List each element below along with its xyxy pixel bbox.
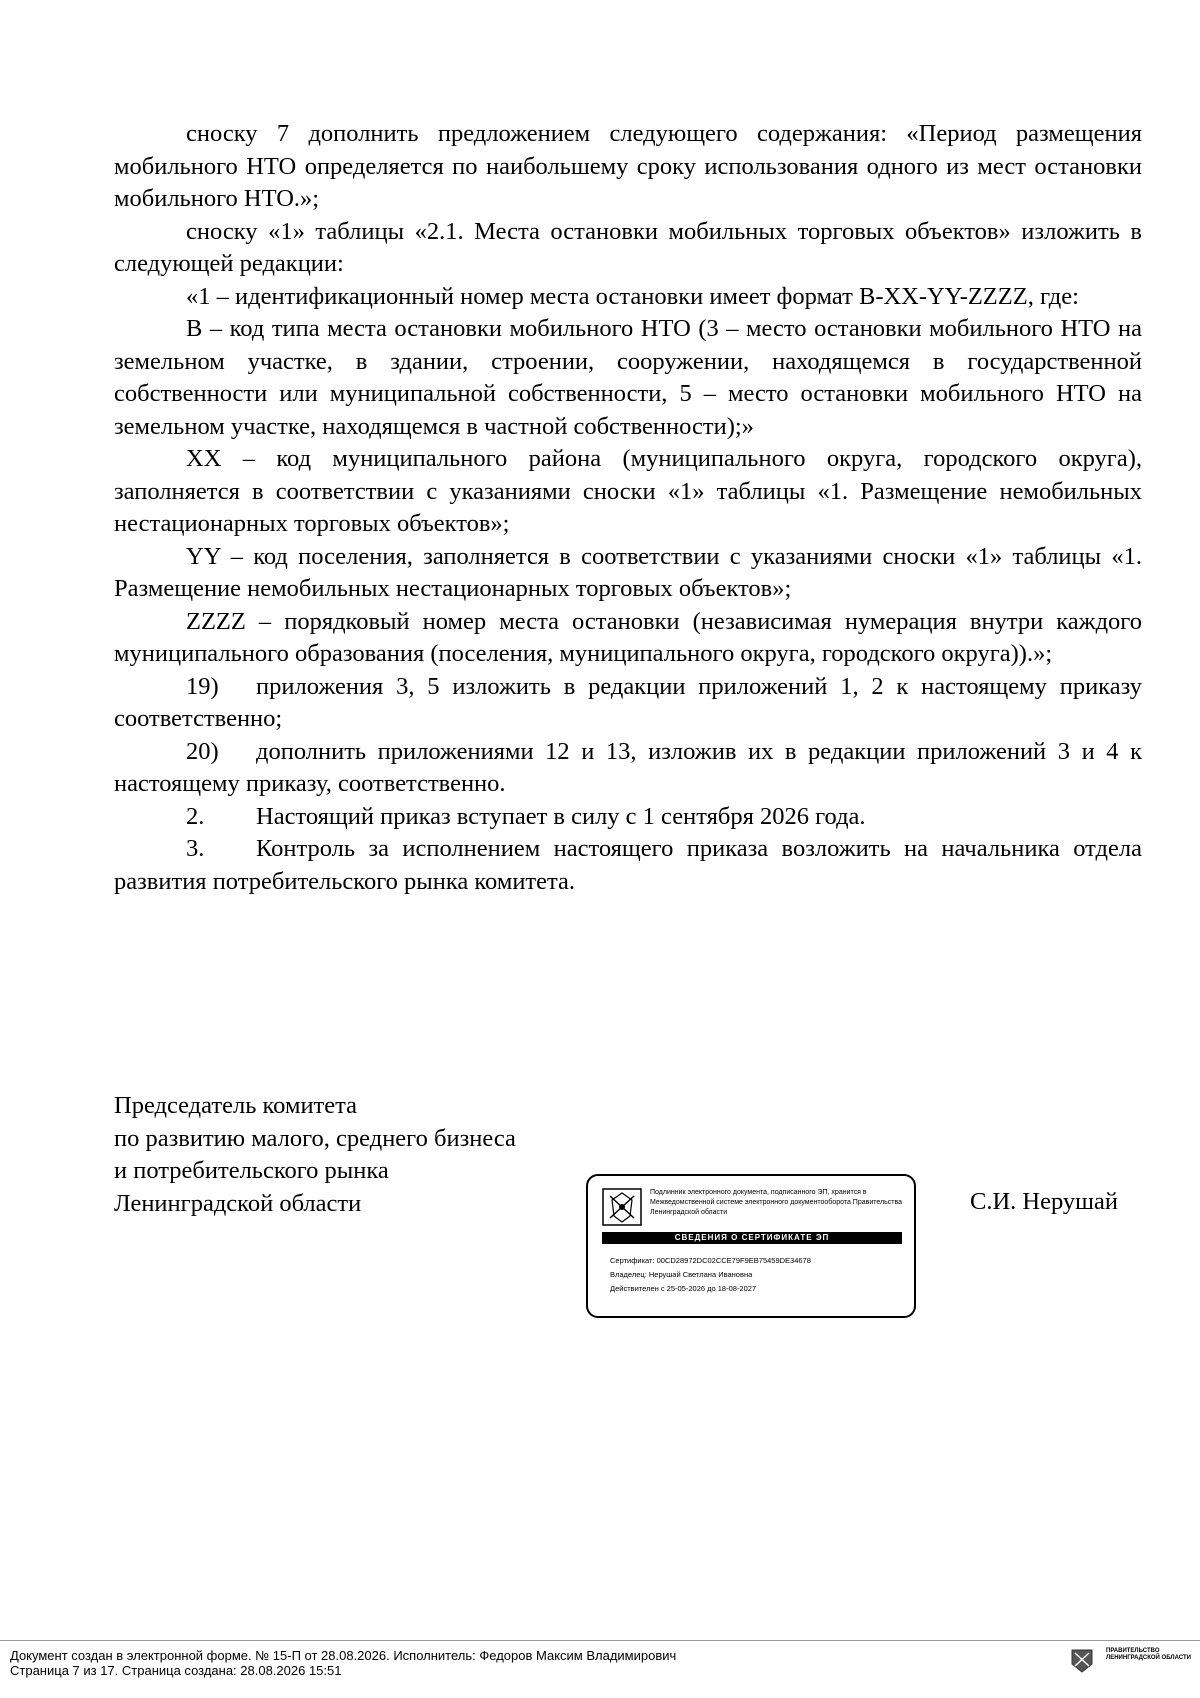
- list-item-19: [114, 671, 1142, 736]
- list-item-number: 19): [186, 672, 219, 700]
- list-item-text: Контроль за исполнением настоящего приказа возложить на начальника отдела развития потребительского рынка комитета.: [114, 835, 1142, 895]
- signer-position-line: Ленинградской области: [114, 1189, 362, 1217]
- list-item-text: приложения 3, 5 изложить в редакции приложений 1, 2 к настоящему приказу соответственно;: [114, 672, 1142, 732]
- page-footer: [10, 1648, 676, 1678]
- paragraph-format: «1 – идентификационный номер места остановки имеет формат B-XX-YY-ZZZZ, где:: [186, 282, 1079, 310]
- document-body: [114, 118, 1142, 898]
- paragraph-code-xx: XX – код муниципального района (муниципального округа, городского округа), заполняется в соответствии с указаниями сноски «1» таблицы «1. Размещение немобильных нестационарных торговых объектов»;: [114, 445, 1142, 537]
- footer-page-info: Страница 7 из 17. Страница создана: 28.08.2026 15:51: [10, 1663, 342, 1678]
- list-item-number: 2.: [186, 802, 205, 830]
- certificate-info-bar: СВЕДЕНИЯ О СЕРТИФИКАТЕ ЭП: [602, 1232, 902, 1244]
- certificate-owner: Владелец: Нерушай Светлана Ивановна: [610, 1270, 753, 1279]
- paragraph-code-zzzz: ZZZZ – порядковый номер места остановки (независимая нумерация внутри каждого муниципального образования (поселения, муниципального округа, городского округа)).»;: [114, 607, 1142, 667]
- signer-position: [114, 1090, 634, 1220]
- certificate-number: Сертификат: 00CD28972DC02CCE79F9EB75459DE34678: [610, 1256, 811, 1265]
- footer-divider: [0, 1640, 1200, 1641]
- list-item-20: [114, 736, 1142, 801]
- coat-of-arms-icon: [602, 1188, 642, 1226]
- footer-logo-text: ПРАВИТЕЛЬСТВО ЛЕНИНГРАДСКОЙ ОБЛАСТИ: [1106, 1648, 1191, 1661]
- signer-position-line: и потребительского рынка: [114, 1157, 389, 1184]
- list-item-2: [114, 801, 1142, 834]
- stamp-header: Подлинник электронного документа, подписанного ЭП, хранится в Межведомственной системе электронного документооборота Правительства Ленинградской области: [650, 1189, 902, 1216]
- list-item-3: [114, 833, 1142, 898]
- list-item-number: 3.: [186, 835, 205, 862]
- signer-position-line: по развитию малого, среднего бизнеса: [114, 1124, 516, 1152]
- list-item-text: Настоящий приказ вступает в силу с 1 сентября 2026 года.: [256, 802, 866, 830]
- footer-document-info: Документ создан в электронной форме. № 15-П от 28.08.2026. Исполнитель: Федоров Максим Владимирович: [10, 1648, 677, 1663]
- list-item-number: 20): [186, 737, 219, 765]
- signer-position-line: Председатель комитета: [114, 1092, 358, 1119]
- paragraph-code-yy: YY – код поселения, заполняется в соответствии с указаниями сноски «1» таблицы «1. Размещение немобильных нестационарных торговых объектов»;: [114, 542, 1142, 602]
- electronic-signature-stamp: [586, 1174, 916, 1318]
- paragraph-code-b: B – код типа места остановки мобильного НТО (3 – место остановки мобильного НТО на земельном участке, в здании, строении, сооружении, находящемся в государственной собственности или муниципальной собственности, 5 – место остановки мобильного НТО на земельном участке, находящемся в частной собственности);»: [114, 315, 1142, 440]
- certificate-validity: Действителен с 25-05-2026 до 18-08-2027: [610, 1284, 757, 1293]
- paragraph-footnote-7: сноску 7 дополнить предложением следующего содержания: «Период размещения мобильного НТО определяется по наибольшему сроку использования одного из мест остановки мобильного НТО.»;: [114, 120, 1142, 212]
- government-emblem-icon: [1070, 1648, 1094, 1674]
- signer-name: С.И. Нерушай: [970, 1188, 1119, 1215]
- list-item-text: дополнить приложениями 12 и 13, изложив их в редакции приложений 3 и 4 к настоящему приказу, соответственно.: [114, 737, 1142, 797]
- paragraph-footnote-1-intro: сноску «1» таблицы «2.1. Места остановки мобильных торговых объектов» изложить в следующей редакции:: [114, 217, 1142, 277]
